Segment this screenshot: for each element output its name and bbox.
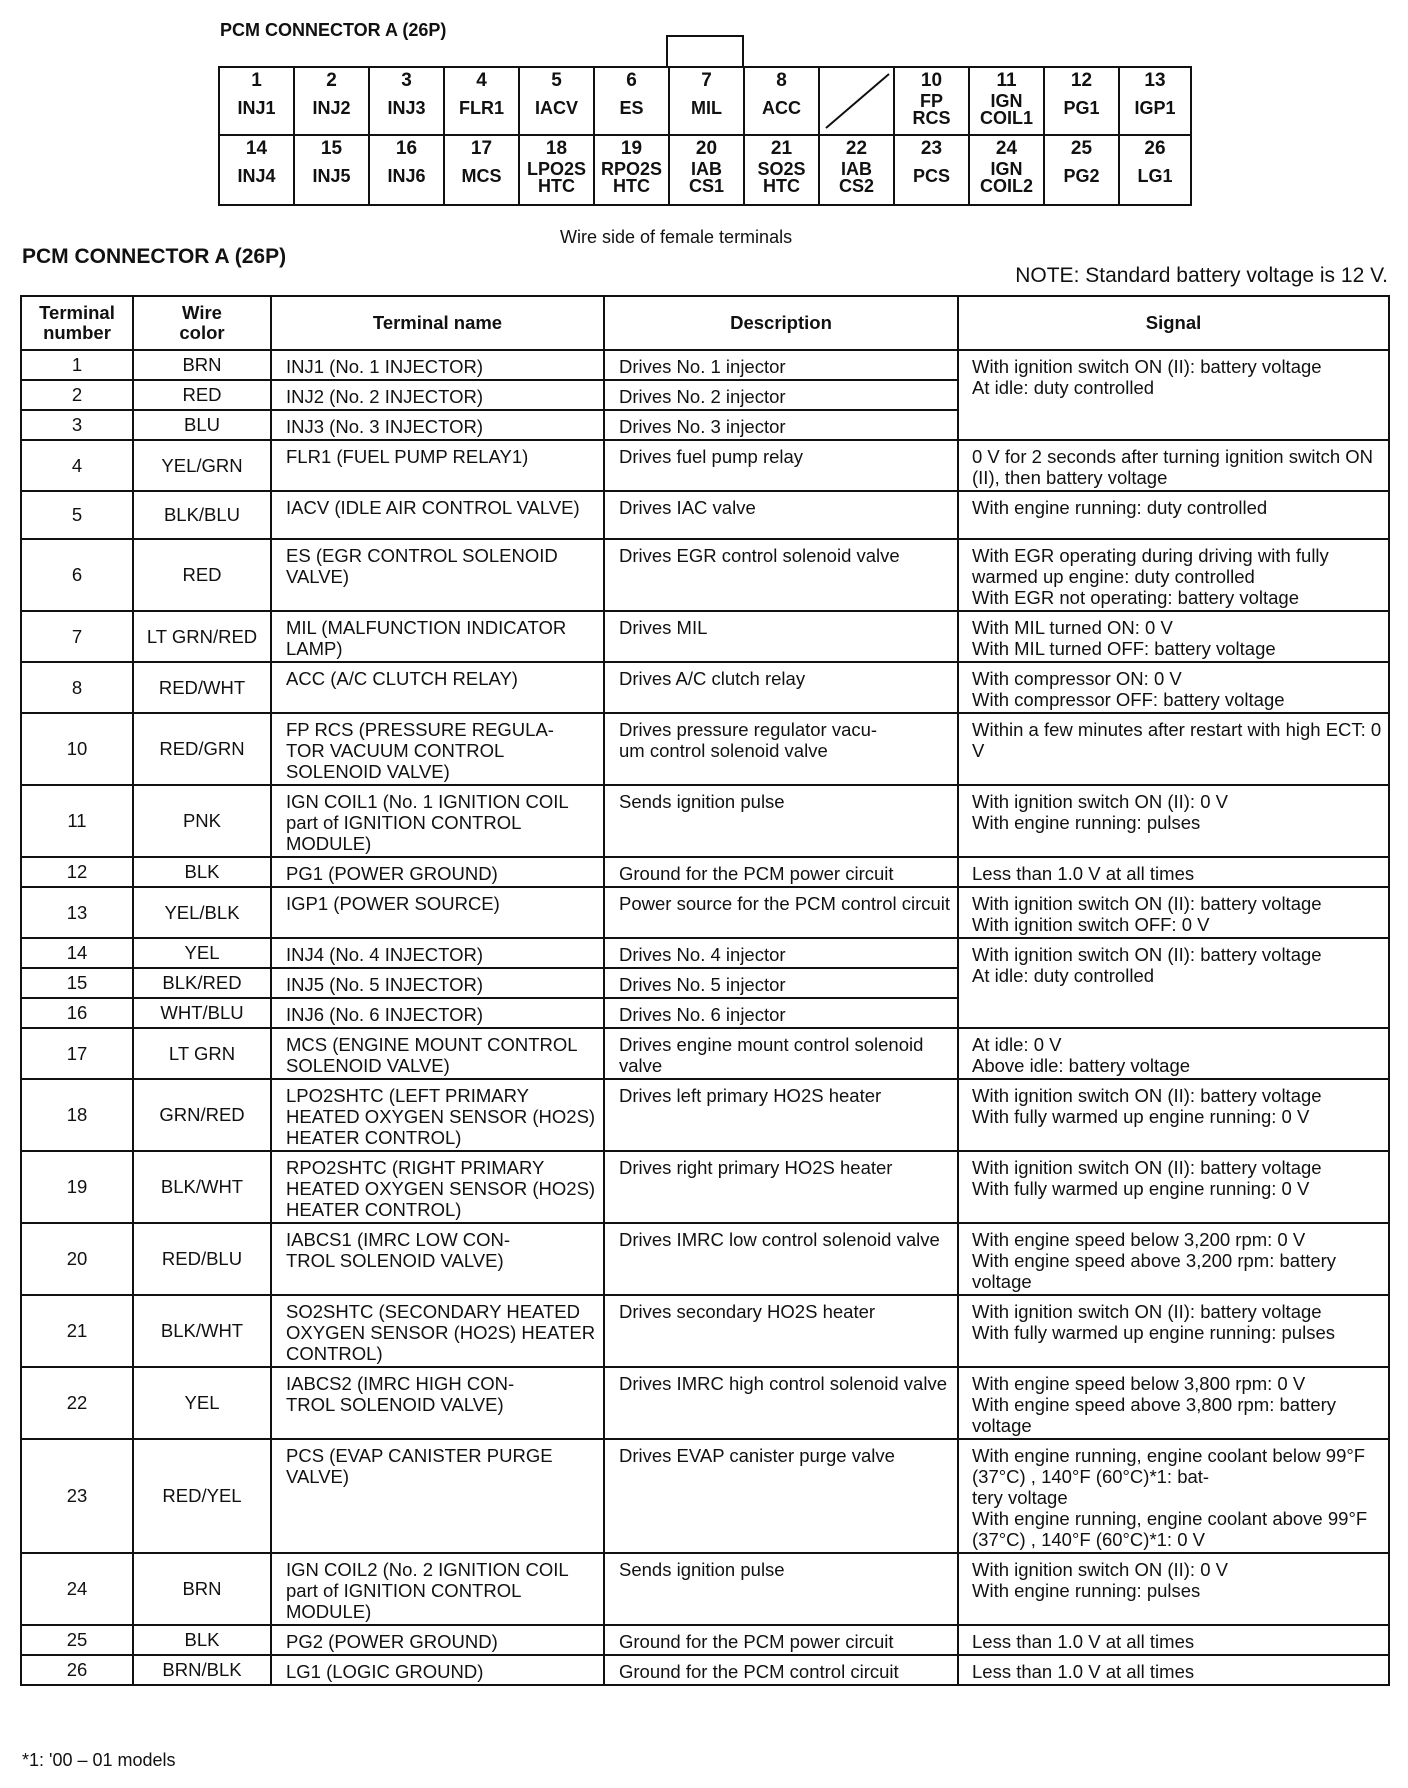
wire-color-cell: BLK bbox=[133, 857, 271, 887]
signal-cell: With ignition switch ON (II): 0 V With engine running: pulses bbox=[958, 1553, 1389, 1625]
wire-color-cell: BLK bbox=[133, 1625, 271, 1655]
terminal-number-cell: 5 bbox=[21, 491, 133, 539]
pin-label: ES bbox=[619, 98, 644, 118]
wire-color-cell: BRN/BLK bbox=[133, 1655, 271, 1685]
pin-number: 20 bbox=[695, 138, 718, 159]
table-row bbox=[21, 539, 1389, 611]
terminal-name-cell: IGN COIL1 (No. 1 IGNITION COIL part of IGNITION CONTROL MODULE) bbox=[271, 785, 604, 857]
terminal-name-cell: LPO2SHTC (LEFT PRIMARY HEATED OXYGEN SENSOR (HO2S) HEATER CONTROL) bbox=[271, 1079, 604, 1151]
pin-label: IAB CS1 bbox=[688, 159, 724, 196]
description-cell: Drives No. 2 injector bbox=[604, 380, 958, 410]
signal-cell: With engine speed below 3,800 rpm: 0 V With engine speed above 3,800 rpm: battery voltage bbox=[958, 1367, 1389, 1439]
pin-number: 14 bbox=[245, 138, 268, 159]
pin-number: 12 bbox=[1070, 70, 1093, 91]
pin-number: 8 bbox=[776, 70, 787, 91]
pin-number: 3 bbox=[401, 70, 412, 91]
pin-number: 18 bbox=[545, 138, 568, 159]
wire-color-cell: BLK/WHT bbox=[133, 1295, 271, 1367]
signal-cell: With ignition switch ON (II): 0 V With engine running: pulses bbox=[958, 785, 1389, 857]
terminal-number-cell: 16 bbox=[21, 998, 133, 1028]
signal-cell: Less than 1.0 V at all times bbox=[958, 857, 1389, 887]
pin-number: 22 bbox=[845, 138, 868, 159]
connector-key-tab bbox=[666, 35, 744, 68]
signal-cell: With ignition switch ON (II): battery voltage With fully warmed up engine running: 0 V bbox=[958, 1079, 1389, 1151]
pin-number: 11 bbox=[996, 70, 1017, 91]
terminal-number-cell: 3 bbox=[21, 410, 133, 440]
pin-label: IACV bbox=[534, 98, 578, 118]
connector-pin-13 bbox=[1120, 68, 1190, 136]
signal-cell: Less than 1.0 V at all times bbox=[958, 1625, 1389, 1655]
wire-color-cell: LT GRN bbox=[133, 1028, 271, 1079]
pin-label: RPO2S HTC bbox=[600, 159, 663, 196]
header-wire-color: Wire color bbox=[133, 296, 271, 350]
terminal-name-cell: INJ4 (No. 4 INJECTOR) bbox=[271, 938, 604, 968]
pin-label: FP RCS bbox=[912, 91, 951, 128]
terminal-number-cell: 7 bbox=[21, 611, 133, 662]
signal-cell: With ignition switch ON (II): battery voltage With fully warmed up engine running: 0 V bbox=[958, 1151, 1389, 1223]
pin-number: 23 bbox=[920, 138, 943, 159]
connector-pin-24 bbox=[970, 136, 1045, 204]
wire-color-cell: YEL/BLK bbox=[133, 887, 271, 938]
pin-label: ACC bbox=[762, 98, 801, 118]
wire-color-cell: YEL bbox=[133, 1367, 271, 1439]
terminal-name-cell: IGP1 (POWER SOURCE) bbox=[271, 887, 604, 938]
wire-color-cell: BRN bbox=[133, 350, 271, 380]
table-row bbox=[21, 857, 1389, 887]
terminal-name-cell: INJ2 (No. 2 INJECTOR) bbox=[271, 380, 604, 410]
table-title: PCM CONNECTOR A (26P) bbox=[22, 245, 287, 268]
footnote: *1: '00 – 01 models bbox=[22, 1750, 176, 1770]
connector-pin-blank bbox=[820, 68, 895, 136]
signal-cell: With compressor ON: 0 V With compressor OFF: battery voltage bbox=[958, 662, 1389, 713]
terminal-name-cell: PG2 (POWER GROUND) bbox=[271, 1625, 604, 1655]
connector-pin-8 bbox=[745, 68, 820, 136]
connector-pin-17 bbox=[445, 136, 520, 204]
table-row bbox=[21, 350, 1389, 380]
table-row bbox=[21, 611, 1389, 662]
wire-color-cell: RED/WHT bbox=[133, 662, 271, 713]
header-terminal-name: Terminal name bbox=[271, 296, 604, 350]
pin-number: 5 bbox=[551, 70, 562, 91]
pin-label: INJ4 bbox=[237, 166, 276, 186]
pin-number: 25 bbox=[1070, 138, 1093, 159]
terminal-number-cell: 25 bbox=[21, 1625, 133, 1655]
terminal-name-cell: PG1 (POWER GROUND) bbox=[271, 857, 604, 887]
wire-color-cell: LT GRN/RED bbox=[133, 611, 271, 662]
pin-number: 19 bbox=[620, 138, 643, 159]
terminal-number-cell: 14 bbox=[21, 938, 133, 968]
description-cell: Drives No. 4 injector bbox=[604, 938, 958, 968]
signal-cell: At idle: 0 V Above idle: battery voltage bbox=[958, 1028, 1389, 1079]
terminal-name-cell: MIL (MALFUNCTION INDICATOR LAMP) bbox=[271, 611, 604, 662]
pin-label: INJ6 bbox=[387, 166, 426, 186]
signal-cell: With EGR operating during driving with fully warmed up engine: duty controlled With EGR not operating: battery voltage bbox=[958, 539, 1389, 611]
signal-cell: With engine speed below 3,200 rpm: 0 V With engine speed above 3,200 rpm: battery voltage bbox=[958, 1223, 1389, 1295]
connector-pin-25 bbox=[1045, 136, 1120, 204]
connector-pin-15 bbox=[295, 136, 370, 204]
connector-caption: Wire side of female terminals bbox=[560, 227, 793, 247]
wire-color-cell: RED/BLU bbox=[133, 1223, 271, 1295]
pin-label: INJ5 bbox=[312, 166, 351, 186]
signal-cell: With engine running, engine coolant below 99°F (37°C) , 140°F (60°C)*1: bat- tery voltage With engine running, engine coolant above 99°F (37°C) , 140°F (60°C)*1: 0 V bbox=[958, 1439, 1389, 1553]
table-row bbox=[21, 1625, 1389, 1655]
connector-title: PCM CONNECTOR A (26P) bbox=[220, 20, 447, 40]
wire-color-cell: BLK/BLU bbox=[133, 491, 271, 539]
description-cell: Sends ignition pulse bbox=[604, 1553, 958, 1625]
pin-label: INJ2 bbox=[312, 98, 351, 118]
table-row bbox=[21, 1079, 1389, 1151]
blank-slot-mark bbox=[820, 68, 895, 136]
wire-color-cell: BLK/WHT bbox=[133, 1151, 271, 1223]
table-row bbox=[21, 1439, 1389, 1553]
table-row bbox=[21, 440, 1389, 491]
pin-number: 17 bbox=[470, 138, 493, 159]
terminal-number-cell: 19 bbox=[21, 1151, 133, 1223]
terminal-number-cell: 4 bbox=[21, 440, 133, 491]
voltage-note: NOTE: Standard battery voltage is 12 V. bbox=[1015, 264, 1388, 287]
connector-pin-22 bbox=[820, 136, 895, 204]
table-header-row bbox=[21, 296, 1389, 350]
terminal-name-cell: MCS (ENGINE MOUNT CONTROL SOLENOID VALVE) bbox=[271, 1028, 604, 1079]
terminal-name-cell: PCS (EVAP CANISTER PURGE VALVE) bbox=[271, 1439, 604, 1553]
connector-pin-21 bbox=[745, 136, 820, 204]
description-cell: Drives No. 1 injector bbox=[604, 350, 958, 380]
description-cell: Ground for the PCM power circuit bbox=[604, 857, 958, 887]
terminal-number-cell: 24 bbox=[21, 1553, 133, 1625]
pin-label: IGP1 bbox=[1134, 98, 1176, 118]
terminal-number-cell: 21 bbox=[21, 1295, 133, 1367]
terminal-number-cell: 23 bbox=[21, 1439, 133, 1553]
terminal-name-cell: SO2SHTC (SECONDARY HEATED OXYGEN SENSOR (HO2S) HEATER CONTROL) bbox=[271, 1295, 604, 1367]
wire-color-cell: WHT/BLU bbox=[133, 998, 271, 1028]
description-cell: Drives IMRC high control solenoid valve bbox=[604, 1367, 958, 1439]
signal-cell: With MIL turned ON: 0 V With MIL turned OFF: battery voltage bbox=[958, 611, 1389, 662]
pin-label: INJ1 bbox=[237, 98, 276, 118]
terminal-name-cell: FLR1 (FUEL PUMP RELAY1) bbox=[271, 440, 604, 491]
connector-pin-18 bbox=[520, 136, 595, 204]
terminal-number-cell: 26 bbox=[21, 1655, 133, 1685]
description-cell: Drives EVAP canister purge valve bbox=[604, 1439, 958, 1553]
terminal-name-cell: FP RCS (PRESSURE REGULA- TOR VACUUM CONTROL SOLENOID VALVE) bbox=[271, 713, 604, 785]
terminal-table bbox=[20, 295, 1390, 1686]
connector-pin-2 bbox=[295, 68, 370, 136]
pin-label: LG1 bbox=[1137, 166, 1173, 186]
pin-label: LPO2S HTC bbox=[526, 159, 587, 196]
terminal-number-cell: 15 bbox=[21, 968, 133, 998]
terminal-name-cell: INJ3 (No. 3 INJECTOR) bbox=[271, 410, 604, 440]
terminal-number-cell: 12 bbox=[21, 857, 133, 887]
description-cell: Drives No. 6 injector bbox=[604, 998, 958, 1028]
wire-color-cell: YEL/GRN bbox=[133, 440, 271, 491]
connector-pin-1 bbox=[220, 68, 295, 136]
pin-number: 24 bbox=[995, 138, 1018, 159]
description-cell: Drives fuel pump relay bbox=[604, 440, 958, 491]
connector-pin-4 bbox=[445, 68, 520, 136]
description-cell: Drives EGR control solenoid valve bbox=[604, 539, 958, 611]
description-cell: Drives A/C clutch relay bbox=[604, 662, 958, 713]
description-cell: Drives engine mount control solenoid valve bbox=[604, 1028, 958, 1079]
signal-cell: With ignition switch ON (II): battery voltage With fully warmed up engine running: pulses bbox=[958, 1295, 1389, 1367]
connector-pin-12 bbox=[1045, 68, 1120, 136]
terminal-number-cell: 13 bbox=[21, 887, 133, 938]
terminal-name-cell: IABCS2 (IMRC HIGH CON- TROL SOLENOID VALVE) bbox=[271, 1367, 604, 1439]
description-cell: Drives secondary HO2S heater bbox=[604, 1295, 958, 1367]
pin-label: PG1 bbox=[1063, 98, 1100, 118]
table-row bbox=[21, 1655, 1389, 1685]
description-cell: Power source for the PCM control circuit bbox=[604, 887, 958, 938]
description-cell: Drives No. 5 injector bbox=[604, 968, 958, 998]
terminal-number-cell: 22 bbox=[21, 1367, 133, 1439]
table-row bbox=[21, 1151, 1389, 1223]
pin-label: IGN COIL1 bbox=[979, 91, 1033, 128]
pin-number: 15 bbox=[320, 138, 343, 159]
pin-number: 6 bbox=[626, 70, 637, 91]
description-cell: Sends ignition pulse bbox=[604, 785, 958, 857]
pin-number: 7 bbox=[701, 70, 712, 91]
pin-label: FLR1 bbox=[459, 98, 504, 118]
wire-color-cell: RED/YEL bbox=[133, 1439, 271, 1553]
terminal-number-cell: 18 bbox=[21, 1079, 133, 1151]
terminal-name-cell: INJ1 (No. 1 INJECTOR) bbox=[271, 350, 604, 380]
description-cell: Drives pressure regulator vacu- um control solenoid valve bbox=[604, 713, 958, 785]
description-cell: Drives left primary HO2S heater bbox=[604, 1079, 958, 1151]
wire-color-cell: RED bbox=[133, 380, 271, 410]
terminal-number-cell: 10 bbox=[21, 713, 133, 785]
wire-color-cell: BLK/RED bbox=[133, 968, 271, 998]
table-row bbox=[21, 785, 1389, 857]
connector-pin-23 bbox=[895, 136, 970, 204]
pin-label: PG2 bbox=[1063, 166, 1100, 186]
connector-pin-6 bbox=[595, 68, 670, 136]
description-cell: Drives IMRC low control solenoid valve bbox=[604, 1223, 958, 1295]
table-row bbox=[21, 1553, 1389, 1625]
terminal-name-cell: INJ6 (No. 6 INJECTOR) bbox=[271, 998, 604, 1028]
terminal-name-cell: IACV (IDLE AIR CONTROL VALVE) bbox=[271, 491, 604, 539]
pin-number: 26 bbox=[1144, 138, 1166, 159]
connector-diagram bbox=[218, 66, 1192, 206]
signal-cell: Within a few minutes after restart with high ECT: 0 V bbox=[958, 713, 1389, 785]
terminal-number-cell: 11 bbox=[21, 785, 133, 857]
pin-number: 4 bbox=[476, 70, 487, 91]
pin-label: IGN COIL2 bbox=[979, 159, 1033, 196]
terminal-name-cell: IGN COIL2 (No. 2 IGNITION COIL part of IGNITION CONTROL MODULE) bbox=[271, 1553, 604, 1625]
wire-color-cell: RED bbox=[133, 539, 271, 611]
description-cell: Drives MIL bbox=[604, 611, 958, 662]
pin-number: 10 bbox=[920, 70, 943, 91]
table-row bbox=[21, 1028, 1389, 1079]
pin-label: INJ3 bbox=[387, 98, 426, 118]
table-row bbox=[21, 491, 1389, 539]
pin-label: PCS bbox=[912, 166, 950, 186]
table-row bbox=[21, 1223, 1389, 1295]
connector-pin-14 bbox=[220, 136, 295, 204]
signal-cell: 0 V for 2 seconds after turning ignition switch ON (II), then battery voltage bbox=[958, 440, 1389, 491]
connector-pin-5 bbox=[520, 68, 595, 136]
signal-cell: With ignition switch ON (II): battery voltage With ignition switch OFF: 0 V bbox=[958, 887, 1389, 938]
pin-number: 2 bbox=[326, 70, 337, 91]
terminal-number-cell: 6 bbox=[21, 539, 133, 611]
terminal-name-cell: ACC (A/C CLUTCH RELAY) bbox=[271, 662, 604, 713]
signal-cell: With ignition switch ON (II): battery voltage At idle: duty controlled bbox=[958, 350, 1389, 440]
signal-cell: With engine running: duty controlled bbox=[958, 491, 1389, 539]
terminal-name-cell: IABCS1 (IMRC LOW CON- TROL SOLENOID VALVE) bbox=[271, 1223, 604, 1295]
terminal-number-cell: 17 bbox=[21, 1028, 133, 1079]
terminal-name-cell: ES (EGR CONTROL SOLENOID VALVE) bbox=[271, 539, 604, 611]
wire-color-cell: BLU bbox=[133, 410, 271, 440]
table-row bbox=[21, 1295, 1389, 1367]
connector-pin-16 bbox=[370, 136, 445, 204]
description-cell: Ground for the PCM power circuit bbox=[604, 1625, 958, 1655]
table-row bbox=[21, 713, 1389, 785]
terminal-name-cell: INJ5 (No. 5 INJECTOR) bbox=[271, 968, 604, 998]
header-terminal-number: Terminal number bbox=[21, 296, 133, 350]
pin-number: 16 bbox=[395, 138, 418, 159]
header-signal: Signal bbox=[958, 296, 1389, 350]
pin-number: 1 bbox=[251, 70, 262, 91]
table-row bbox=[21, 1367, 1389, 1439]
wire-color-cell: GRN/RED bbox=[133, 1079, 271, 1151]
pin-label: MCS bbox=[461, 166, 502, 186]
pin-label: MIL bbox=[691, 98, 722, 118]
header-description: Description bbox=[604, 296, 958, 350]
wire-color-cell: RED/GRN bbox=[133, 713, 271, 785]
pin-label: SO2S HTC bbox=[757, 159, 806, 196]
connector-pin-11 bbox=[970, 68, 1045, 136]
connector-pin-7 bbox=[670, 68, 745, 136]
pin-number: 21 bbox=[770, 138, 793, 159]
pin-number: 13 bbox=[1144, 70, 1166, 91]
pin-label: IAB CS2 bbox=[838, 159, 874, 196]
terminal-number-cell: 2 bbox=[21, 380, 133, 410]
terminal-name-cell: RPO2SHTC (RIGHT PRIMARY HEATED OXYGEN SENSOR (HO2S) HEATER CONTROL) bbox=[271, 1151, 604, 1223]
terminal-number-cell: 1 bbox=[21, 350, 133, 380]
table-row bbox=[21, 662, 1389, 713]
terminal-number-cell: 20 bbox=[21, 1223, 133, 1295]
description-cell: Drives right primary HO2S heater bbox=[604, 1151, 958, 1223]
connector-pin-20 bbox=[670, 136, 745, 204]
wire-color-cell: YEL bbox=[133, 938, 271, 968]
signal-cell: Less than 1.0 V at all times bbox=[958, 1655, 1389, 1685]
table-row bbox=[21, 938, 1389, 968]
table-row bbox=[21, 887, 1389, 938]
connector-pin-3 bbox=[370, 68, 445, 136]
terminal-number-cell: 8 bbox=[21, 662, 133, 713]
connector-pin-10 bbox=[895, 68, 970, 136]
description-cell: Drives IAC valve bbox=[604, 491, 958, 539]
description-cell: Ground for the PCM control circuit bbox=[604, 1655, 958, 1685]
connector-pin-19 bbox=[595, 136, 670, 204]
description-cell: Drives No. 3 injector bbox=[604, 410, 958, 440]
wire-color-cell: PNK bbox=[133, 785, 271, 857]
terminal-name-cell: LG1 (LOGIC GROUND) bbox=[271, 1655, 604, 1685]
connector-pin-26 bbox=[1120, 136, 1190, 204]
wire-color-cell: BRN bbox=[133, 1553, 271, 1625]
signal-cell: With ignition switch ON (II): battery voltage At idle: duty controlled bbox=[958, 938, 1389, 1028]
